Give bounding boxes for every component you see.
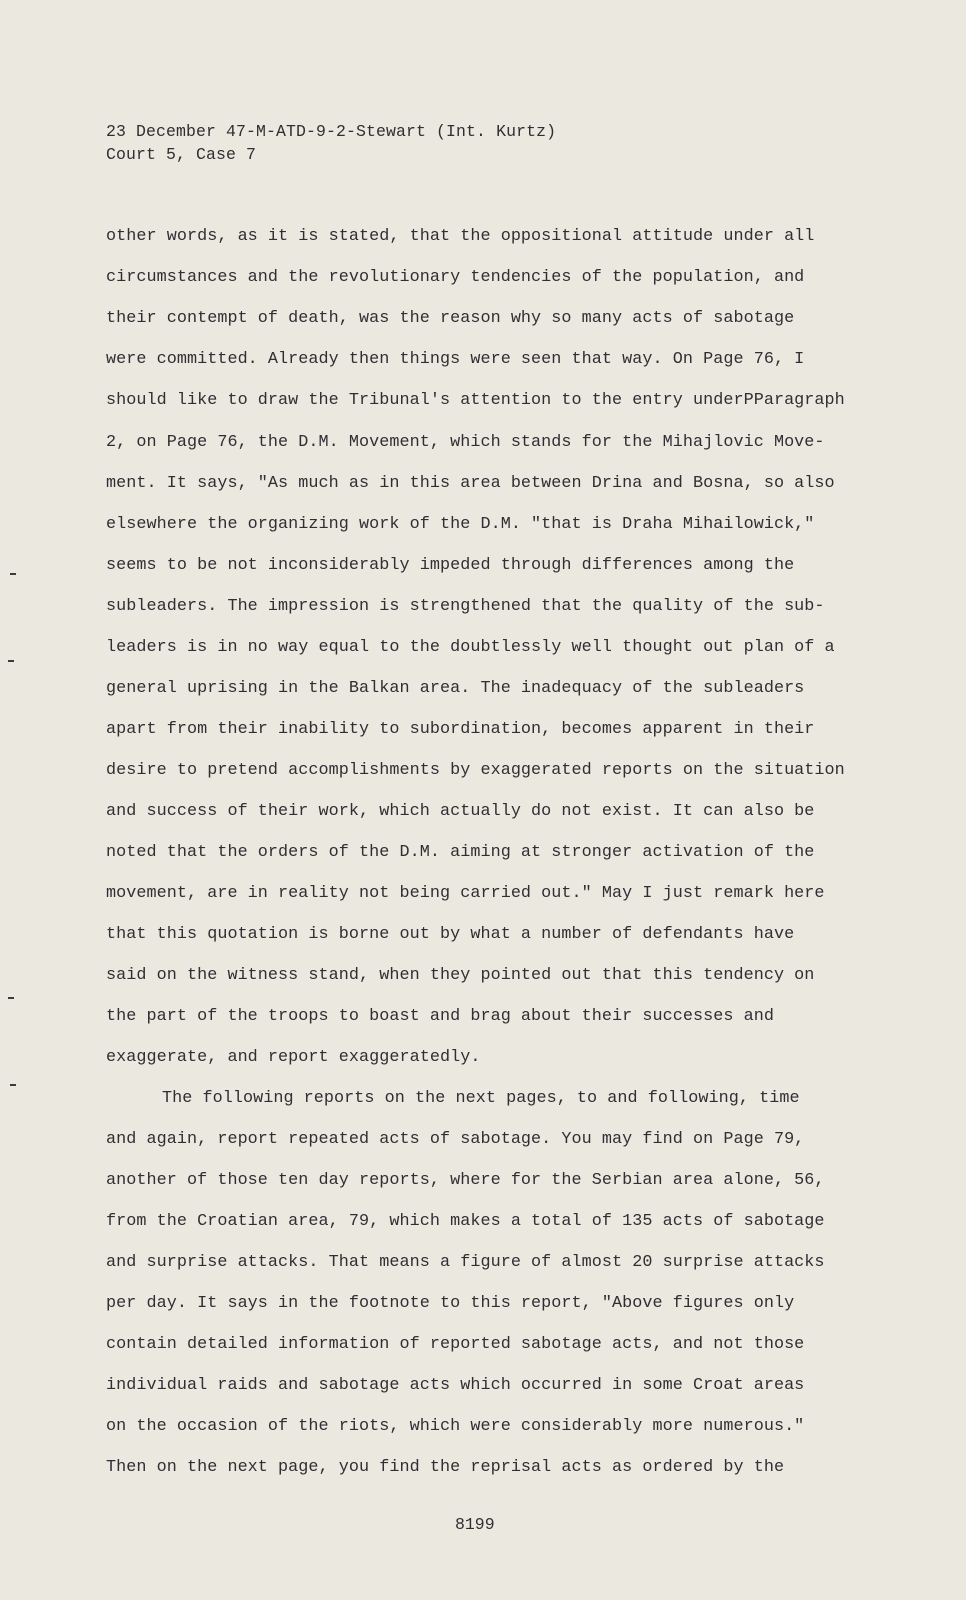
- text-line: desire to pretend accomplishments by exaggerated reports on the situation: [106, 761, 845, 780]
- text-line: were committed. Already then things were seen that way. On Page 76, I: [106, 350, 805, 369]
- text-line: should like to draw the Tribunal's attention to the entry underPParagraph: [106, 391, 845, 410]
- text-line: their contempt of death, was the reason why so many acts of sabotage: [106, 309, 795, 328]
- text-line: contain detailed information of reported sabotage acts, and not those: [106, 1335, 805, 1354]
- text-line: apart from their inability to subordination, becomes apparent in their: [106, 720, 815, 739]
- text-line: general uprising in the Balkan area. The inadequacy of the subleaders: [106, 679, 805, 698]
- text-line: the part of the troops to boast and brag about their successes and: [106, 1007, 774, 1026]
- text-line: circumstances and the revolutionary tendencies of the population, and: [106, 268, 805, 287]
- header-date-reference: 23 December 47-M-ATD-9-2-Stewart (Int. Kurtz): [106, 122, 557, 141]
- text-line: movement, are in reality not being carried out." May I just remark here: [106, 884, 825, 903]
- text-line: leaders is in no way equal to the doubtlessly well thought out plan of a: [106, 638, 835, 657]
- margin-mark: [8, 997, 14, 999]
- text-line: and surprise attacks. That means a figure of almost 20 surprise attacks: [106, 1253, 825, 1272]
- text-line: ment. It says, "As much as in this area between Drina and Bosna, so also: [106, 474, 835, 493]
- text-line: 2, on Page 76, the D.M. Movement, which stands for the Mihajlovic Move-: [106, 433, 825, 452]
- text-line: per day. It says in the footnote to this report, "Above figures only: [106, 1294, 795, 1313]
- margin-mark: [8, 660, 14, 662]
- text-line: said on the witness stand, when they pointed out that this tendency on: [106, 966, 815, 985]
- text-line: from the Croatian area, 79, which makes a total of 135 acts of sabotage: [106, 1212, 825, 1231]
- text-line: elsewhere the organizing work of the D.M. "that is Draha Mihailowick,": [106, 515, 815, 534]
- margin-mark: [10, 1084, 16, 1086]
- text-line: and success of their work, which actually do not exist. It can also be: [106, 802, 815, 821]
- text-line: other words, as it is stated, that the oppositional attitude under all: [106, 227, 815, 246]
- text-line: another of those ten day reports, where for the Serbian area alone, 56,: [106, 1171, 825, 1190]
- text-line: and again, report repeated acts of sabotage. You may find on Page 79,: [106, 1130, 805, 1149]
- page-number: 8199: [455, 1515, 495, 1534]
- header-court-case: Court 5, Case 7: [106, 145, 257, 164]
- text-line: that this quotation is borne out by what a number of defendants have: [106, 925, 795, 944]
- text-line: seems to be not inconsiderably impeded through differences among the: [106, 556, 795, 575]
- text-line: The following reports on the next pages, to and following, time: [162, 1089, 800, 1108]
- text-line: exaggerate, and report exaggeratedly.: [106, 1048, 481, 1067]
- text-line: Then on the next page, you find the reprisal acts as ordered by the: [106, 1458, 785, 1477]
- margin-mark: [10, 573, 16, 575]
- text-line: noted that the orders of the D.M. aiming at stronger activation of the: [106, 843, 815, 862]
- text-line: on the occasion of the riots, which were considerably more numerous.": [106, 1417, 805, 1436]
- document-header: [106, 120, 556, 166]
- text-line: subleaders. The impression is strengthened that the quality of the sub-: [106, 597, 825, 616]
- text-line: individual raids and sabotage acts which occurred in some Croat areas: [106, 1376, 805, 1395]
